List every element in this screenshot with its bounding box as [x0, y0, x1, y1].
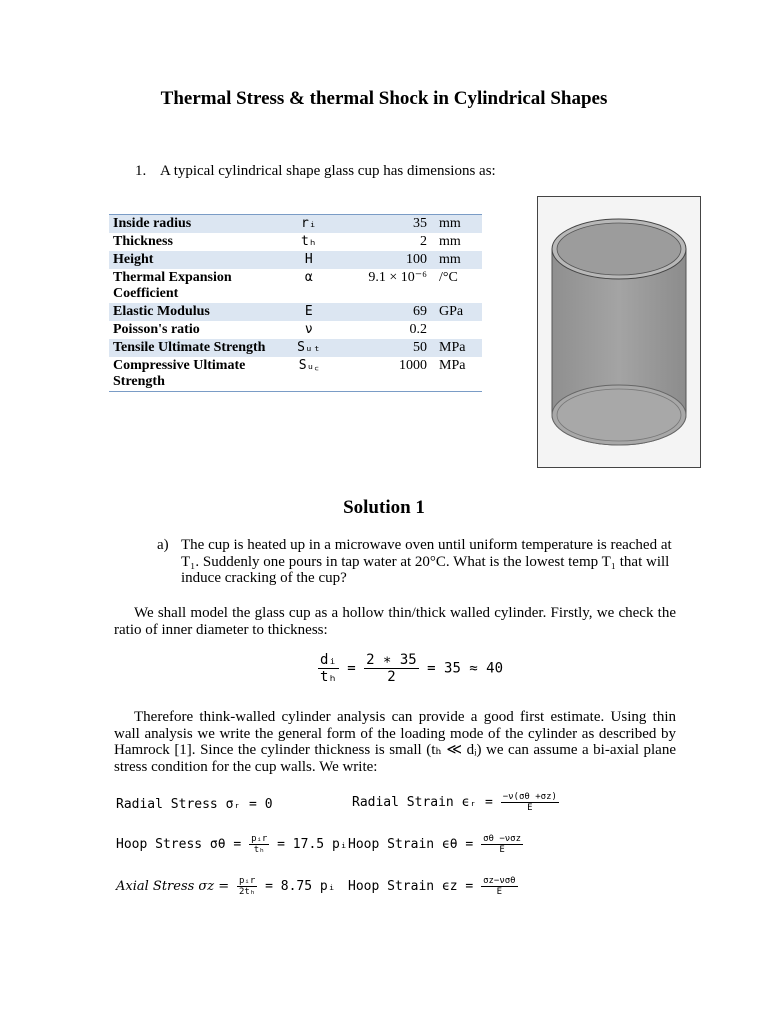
ratio-result: = 35 ≈ 40 — [427, 660, 504, 677]
radial-strain-den: E — [527, 803, 533, 813]
property-label: Thermal Expansion Coefficient — [113, 270, 232, 301]
property-label: Poisson's ratio — [113, 322, 200, 337]
property-unit: MPa — [431, 339, 482, 357]
paragraph-1 — [114, 605, 676, 638]
property-label: Thickness — [113, 234, 173, 249]
property-symbol: E — [276, 303, 341, 321]
ratio-mid — [364, 652, 419, 685]
property-label: Compressive Ultimate Strength — [113, 358, 246, 389]
property-unit: GPa — [431, 303, 482, 321]
axial-stress-den: 2tₕ — [239, 887, 256, 897]
question-number: 1. — [135, 163, 147, 179]
radial-strain-num: −ν(σθ +σz) — [502, 792, 557, 802]
hoop-strain-den: E — [499, 845, 505, 855]
table-row — [109, 321, 482, 339]
property-value: 100 — [341, 251, 431, 269]
hoop-strain-z-den: E — [496, 887, 503, 897]
page-title: Thermal Stress & thermal Shock in Cylindrical Shapes — [160, 88, 608, 109]
table-row — [109, 339, 482, 357]
property-unit: /°C — [439, 270, 458, 285]
property-unit: mm — [439, 234, 461, 249]
property-symbol: H — [276, 251, 341, 269]
cylinder-image — [537, 196, 701, 468]
hoop-strain-z-num: σz−νσθ — [483, 876, 516, 886]
property-symbol: rᵢ — [276, 215, 341, 234]
cylinder-illustration — [538, 197, 700, 467]
ratio-mid-den: 2 — [387, 669, 396, 685]
part-a-label: a) — [157, 537, 169, 553]
table-row — [109, 215, 482, 234]
property-symbol: Sᵤ꜀ — [298, 358, 319, 373]
hoop-stress-eq — [116, 834, 348, 855]
table-row — [109, 357, 482, 392]
question-text: A typical cylindrical shape glass cup has dimensions as: — [159, 163, 496, 179]
property-value: 35 — [341, 215, 431, 234]
paragraph-1-text: We shall model the glass cup as a hollow thin/thick walled cylinder. Firstly, we check the ratio of inner diameter to thickness: — [114, 605, 676, 638]
ratio-lhs — [318, 652, 339, 685]
property-unit: mm — [431, 251, 482, 269]
ratio-lhs-den: tₕ — [320, 669, 337, 685]
property-symbol: tₕ — [300, 234, 317, 249]
hoop-strain-z-eq — [348, 876, 518, 897]
property-symbol: ν — [304, 322, 313, 337]
part-a-text: The cup is heated up in a microwave oven until uniform temperature is reached at T₁. Suddenly one pours in tap water at 20°C. What is the lowest temp T₁ that will induce cracking of the cup? — [181, 537, 672, 586]
property-label: Tensile Ultimate Strength — [109, 339, 276, 357]
hoop-stress-den: tₕ — [253, 845, 265, 855]
cylinder-bottom — [552, 385, 686, 445]
question-1 — [135, 163, 496, 180]
property-value: 1000 — [399, 358, 427, 373]
table-row — [109, 269, 482, 303]
property-unit — [431, 321, 482, 339]
ratio-lhs-num: dᵢ — [320, 652, 337, 668]
cylinder-top-opening — [557, 223, 681, 275]
property-value: 69 — [341, 303, 431, 321]
property-value: 0.2 — [409, 322, 427, 337]
axial-stress-num: pᵢr — [239, 876, 256, 886]
axial-stress-label: Axial Stress σz = — [116, 879, 230, 894]
hoop-strain-eq — [348, 834, 523, 855]
paragraph-2 — [114, 709, 676, 775]
property-symbol: α — [304, 270, 313, 285]
property-value: 9.1 × 10⁻⁶ — [368, 270, 427, 285]
radial-strain-eq — [352, 792, 559, 813]
table-row — [109, 233, 482, 251]
ratio-equation: $\frac{\text{dᵢ}}{\text{tₕ}}$ = $\frac{2 ∗ 35}{2}$ = 35 ≈ 40 — [320, 652, 504, 685]
part-a — [157, 537, 677, 587]
hoop-strain-label: Hoop Strain ϵθ = — [348, 837, 474, 852]
axial-stress-result: = 8.75 pᵢ — [265, 879, 336, 894]
radial-strain-label: Radial Strain ϵᵣ = — [352, 795, 493, 810]
properties-table — [109, 214, 482, 392]
property-value: 2 — [420, 234, 427, 249]
table-row — [109, 303, 482, 321]
ratio-mid-num: 2 ∗ 35 — [366, 652, 417, 668]
table-row — [109, 251, 482, 269]
axial-stress-eq — [116, 876, 336, 897]
hoop-stress-label: Hoop Stress σθ = — [116, 837, 242, 852]
hoop-strain-z-label: Hoop Strain ϵz = — [348, 879, 474, 894]
property-unit: mm — [431, 215, 482, 234]
property-label: Height — [109, 251, 276, 269]
radial-stress-eq: Radial Stress σᵣ = 0 — [116, 797, 273, 812]
property-symbol: Sᵤₜ — [276, 339, 341, 357]
paragraph-2-text: Therefore think-walled cylinder analysis can provide a good first estimate. Using thin wall analysis we write the general form of the loading mode of the cylinder as described by Hamrock [1]. Since the cylinder thickness is small (tₕ ≪ dᵢ) we can assume a bi-axial plane stress condition for the cup walls. We write: — [114, 709, 676, 775]
hoop-stress-num: pᵢr — [251, 834, 268, 844]
property-label: Elastic Modulus — [109, 303, 276, 321]
solution-heading: Solution 1 — [343, 497, 425, 518]
property-unit: MPa — [439, 358, 466, 373]
property-value: 50 — [341, 339, 431, 357]
hoop-stress-result: = 17.5 pᵢ — [277, 837, 348, 852]
property-label: Inside radius — [109, 215, 276, 234]
hoop-strain-num: σθ −νσz — [483, 834, 521, 844]
